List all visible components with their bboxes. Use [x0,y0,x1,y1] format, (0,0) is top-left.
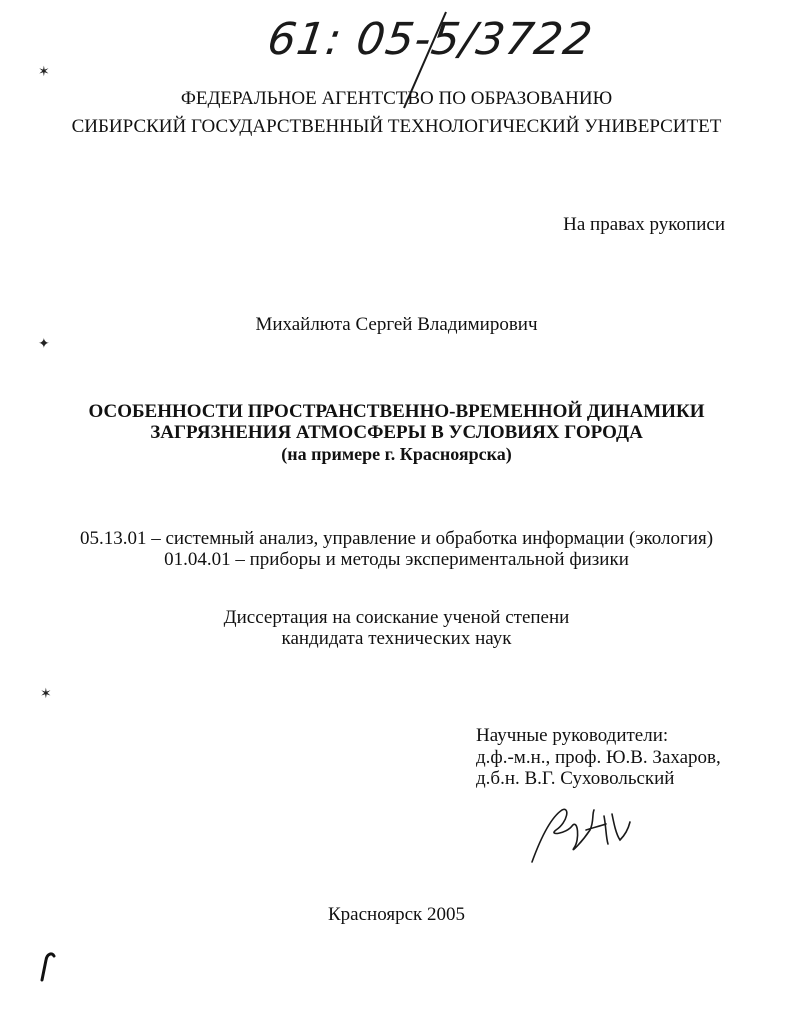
supervisors-heading: Научные руководители: [476,725,669,746]
scan-artifact-mark: ✶ [40,686,52,702]
scan-artifact-stroke [34,946,58,982]
agency-name: ФЕДЕРАЛЬНОЕ АГЕНТСТВО ПО ОБРАЗОВАНИЮ [180,88,613,109]
supervisor-2: д.б.н. В.Г. Суховольский [476,768,675,789]
dissertation-line-1: Диссертация на соискание ученой степени [223,607,570,628]
thesis-title-line-3: (на примере г. Красноярска) [281,444,512,464]
university-name: СИБИРСКИЙ ГОСУДАРСТВЕННЫЙ ТЕХНОЛОГИЧЕСКИЙ УНИВЕРСИТЕТ [71,116,722,137]
manuscript-rights-label: На правах рукописи [563,214,725,235]
thesis-title-line-1: ОСОБЕННОСТИ ПРОСТРАНСТВЕННО-ВРЕМЕННОЙ ДИНАМИКИ [88,401,705,422]
handwritten-signature [520,800,640,870]
handwritten-archive-code: 61: 05-5/3722 [264,14,597,65]
scan-artifact-mark: ✶ [38,64,50,80]
specialty-line-1: 05.13.01 – системный анализ, управление и обработка информации (экология) [79,528,714,549]
dissertation-line-2: кандидата технических наук [281,628,512,649]
author-name: Михайлюта Сергей Владимирович [255,314,538,335]
city-year: Красноярск 2005 [328,904,465,925]
thesis-title-line-2: ЗАГРЯЗНЕНИЯ АТМОСФЕРЫ В УСЛОВИЯХ ГОРОДА [150,422,643,443]
scan-artifact-mark: ✦ [38,336,50,352]
supervisor-1: д.ф.-м.н., проф. Ю.В. Захаров, [476,747,721,768]
specialty-line-2: 01.04.01 – приборы и методы экспериментальной физики [164,549,629,570]
